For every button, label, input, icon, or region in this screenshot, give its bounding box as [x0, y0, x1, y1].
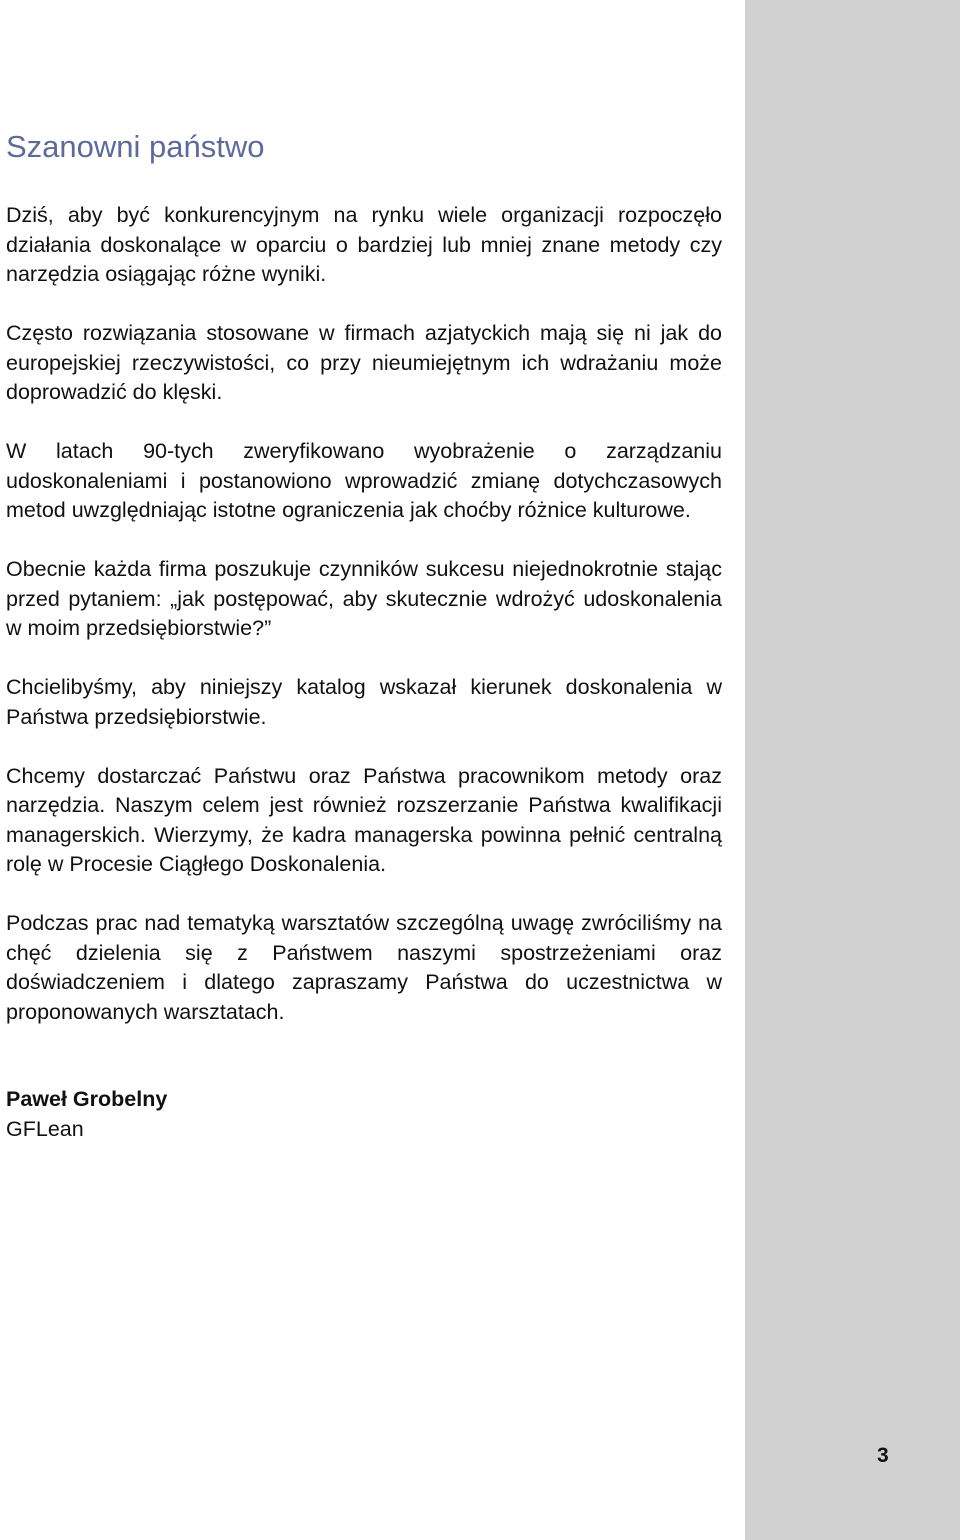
- paragraph-3: W latach 90-tych zweryfikowano wyobrażenie o zarządzaniu udoskonaleniami i postanowiono wprowadzić zmianę dotychczasowych metod uwzględniając istotne ograniczenia jak choćby różnice kulturowe.: [6, 439, 722, 522]
- signature-name: Paweł Grobelny: [6, 1087, 168, 1111]
- paragraph-1: Dziś, aby być konkurencyjnym na rynku wiele organizacji rozpoczęło działania doskonalące w oparciu o bardziej lub mniej znane metody czy narzędzia osiągając różne wyniki.: [6, 203, 722, 286]
- signature: [6, 1085, 722, 1144]
- paragraph-2: Często rozwiązania stosowane w firmach azjatyckich mają się ni jak do europejskiej rzeczywistości, co przy nieumiejętnym ich wdrażaniu może doprowadzić do klęski.: [6, 321, 722, 404]
- letter-content: [6, 127, 722, 1144]
- paragraph-5: Chcielibyśmy, aby niniejszy katalog wskazał kierunek doskonalenia w Państwa przedsiębiorstwie.: [6, 675, 722, 729]
- page-title: Szanowni państwo: [6, 129, 265, 164]
- side-band: [745, 0, 960, 1540]
- signature-company: GFLean: [6, 1116, 84, 1141]
- page-number: 3: [877, 1444, 889, 1467]
- paragraph-4: Obecnie każda firma poszukuje czynników sukcesu niejednokrotnie stając przed pytaniem: „jak postępować, aby skutecznie wdrożyć udoskonalenia w moim przedsiębiorstwie?”: [6, 557, 722, 640]
- paragraph-6: Chcemy dostarczać Państwu oraz Państwa pracownikom metody oraz narzędzia. Naszym celem jest również rozszerzanie Państwa kwalifikacji managerskich. Wierzymy, że kadra managerska powinna pełnić centralną rolę w Procesie Ciągłego Doskonalenia.: [6, 763, 722, 876]
- paragraph-7: Podczas prac nad tematyką warsztatów szczególną uwagę zwróciliśmy na chęć dzielenia się z Państwem naszymi spostrzeżeniami oraz doświadczeniem i dlatego zapraszamy Państwa do uczestnictwa w proponowanych warsztatach.: [6, 911, 722, 1024]
